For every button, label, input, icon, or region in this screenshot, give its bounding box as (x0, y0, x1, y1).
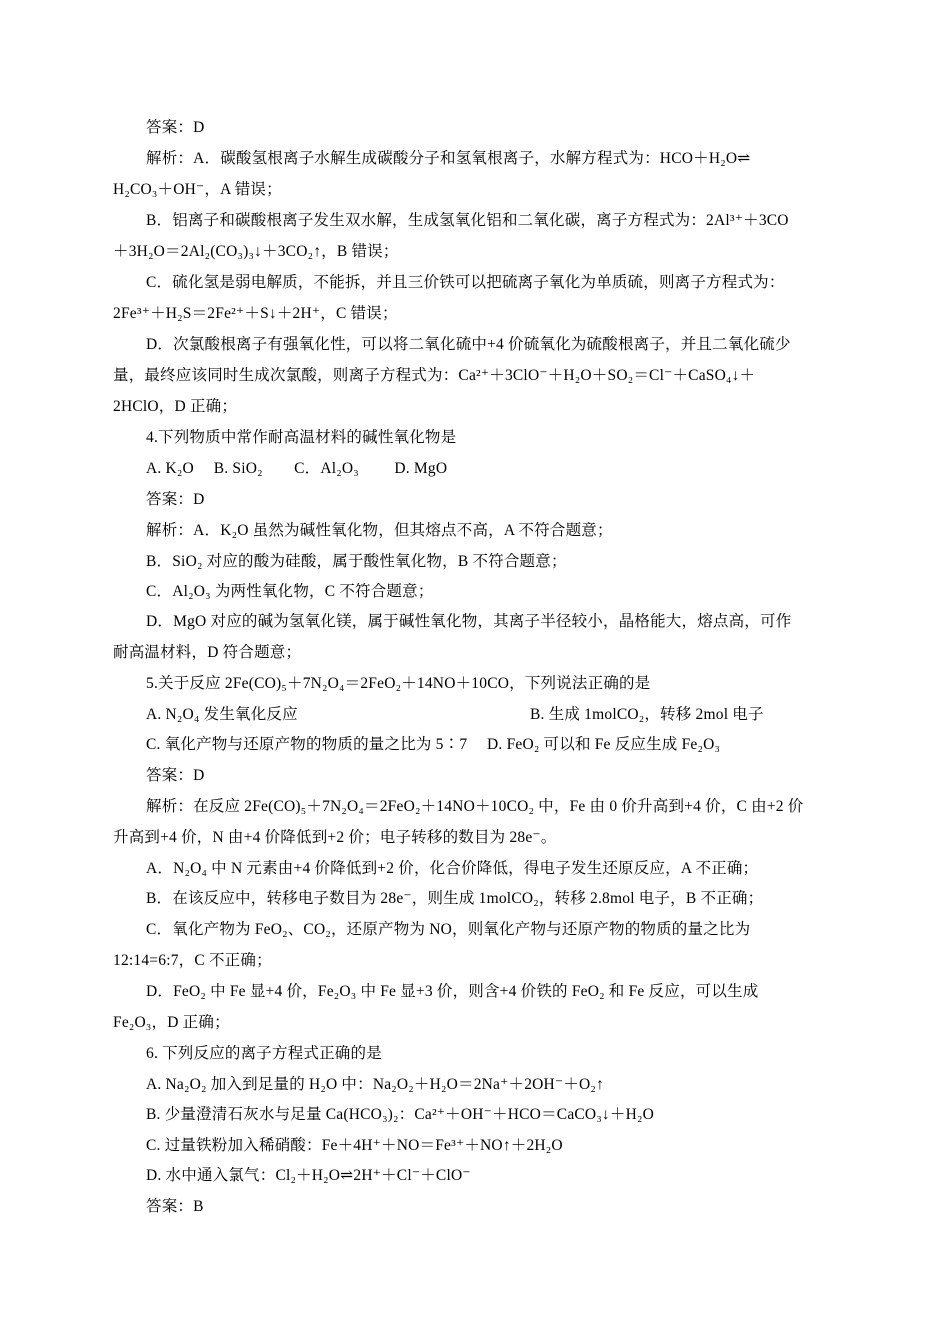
text-line: D. 水中通入氯气：Cl₂＋H₂O⇌2H⁺＋Cl⁻＋ClO⁻ (146, 1167, 471, 1184)
text-line: 6. 下列反应的离子方程式正确的是 (146, 1045, 382, 1062)
text-line: B．铝离子和碳酸根离子发生双水解，生成氢氧化铝和二氧化碳，离子方程式为：2Al³⁺＋3CO (146, 212, 789, 229)
text-line: 耐高温材料，D 符合题意； (113, 644, 302, 661)
text-line: 答案：D (146, 491, 205, 508)
text-line: ＋3H₂O＝2Al₂(CO₃)₃↓＋3CO₂↑，B 错误； (113, 243, 399, 260)
text-line: B. 少量澄清石灰水与足量 Ca(HCO₃)₂：Ca²⁺＋OH⁻＋HCO＝CaCO₃↓＋H₂O (146, 1106, 654, 1123)
text-line: C. 氧化产物与还原产物的物质的量之比为 5∶7 D. FeO₂ 可以和 Fe 反应生成 Fe₂O₃ (146, 736, 721, 753)
text-line: 解析：在反应 2Fe(CO)₅＋7N₂O₄＝2FeO₂＋14NO＋10CO₂ 中，Fe 由 0 价升高到+4 价，C 由+2 价 (146, 798, 804, 815)
text-line: 升高到+4 价，N 由+4 价降低到+2 价；电子转移的数目为 28e⁻。 (113, 829, 557, 846)
text-line: 12:14=6:7，C 不正确； (113, 952, 272, 969)
text-line: B．在该反应中，转移电子数目为 28e⁻，则生成 1molCO₂，转移 2.8mol 电子，B 不正确； (146, 890, 764, 907)
text-line: 2HClO，D 正确； (113, 398, 238, 415)
text-line: 4.下列物质中常作耐高温材料的碱性氧化物是 (146, 429, 457, 446)
text-line: 解析：A．K₂O 虽然为碱性氧化物，但其熔点不高，A 不符合题意； (146, 522, 613, 539)
text-line: 答案：D (146, 119, 205, 136)
text-line: D．FeO₂ 中 Fe 显+4 价，Fe₂O₃ 中 Fe 显+3 价，则含+4 价铁的 FeO₂ 和 Fe 反应，可以生成 (146, 983, 759, 1000)
text-line: A．N₂O₄ 中 N 元素由+4 价降低到+2 价，化合价降低，得电子发生还原反应，A 不正确； (146, 860, 759, 877)
q5-option-a: A. N₂O₄ 发生氧化反应 (146, 706, 298, 723)
text-line: C．Al₂O₃ 为两性氧化物，C 不符合题意； (146, 583, 434, 600)
text-line: D．次氯酸根离子有强氧化性，可以将二氧化硫中+4 价硫氧化为硫酸根离子，并且二氧化硫少 (146, 336, 791, 353)
text-line: B．SiO₂ 对应的酸为硅酸，属于酸性氧化物，B 不符合题意； (146, 553, 567, 570)
text-line: 答案：B (146, 1198, 204, 1215)
text-line: 5.关于反应 2Fe(CO)₅＋7N₂O₄＝2FeO₂＋14NO＋10CO，下列说法正确的是 (146, 675, 651, 692)
text-line: 量，最终应该同时生成次氯酸，则离子方程式为：Ca²⁺＋3ClO⁻＋H₂O＋SO₂＝Cl⁻＋CaSO₄↓＋ (113, 367, 756, 384)
text-line: Fe₂O₃，D 正确； (113, 1014, 230, 1031)
text-line: C．硫化氢是弱电解质，不能拆，并且三价铁可以把硫离子氧化为单质硫，则离子方程式为： (146, 274, 785, 291)
q5-option-b: B. 生成 1molCO₂，转移 2mol 电子 (530, 706, 764, 723)
text-line: 答案：D (146, 767, 205, 784)
text-line: 解析：A．碳酸氢根离子水解生成碳酸分子和氢氧根离子，水解方程式为：HCO＋H₂O⇌ (146, 150, 751, 167)
text-line: A. K₂O B. SiO₂ C．Al₂O₃ D. MgO (146, 460, 448, 477)
q5-options-row (146, 705, 871, 725)
text-line: 2Fe³⁺＋H₂S＝2Fe²⁺＋S↓＋2H⁺，C 错误； (113, 305, 398, 322)
text-line: A. Na₂O₂ 加入到足量的 H₂O 中：Na₂O₂＋H₂O＝2Na⁺＋2OH⁻＋O₂↑ (146, 1076, 604, 1093)
text-line: H₂CO₃＋OH⁻，A 错误； (113, 181, 282, 198)
text-line: C. 过量铁粉加入稀硝酸：Fe＋4H⁺＋NO＝Fe³⁺＋NO↑＋2H₂O (146, 1137, 563, 1154)
text-line: D．MgO 对应的碱为氢氧化镁，属于碱性氧化物，其离子半径较小，晶格能大，熔点高，可作 (146, 613, 792, 630)
text-line: C．氧化产物为 FeO₂、CO₂，还原产物为 NO，则氧化产物与还原产物的物质的量之比为 (146, 921, 751, 938)
